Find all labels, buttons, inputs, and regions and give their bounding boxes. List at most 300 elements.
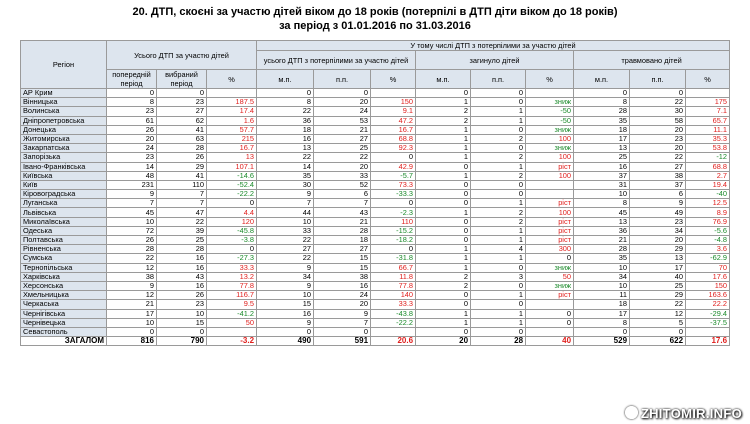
a-pp-cell: 9 bbox=[314, 309, 371, 318]
i-pct-cell bbox=[686, 89, 730, 98]
k-pct-cell: 0 bbox=[526, 309, 574, 318]
total-row bbox=[21, 337, 730, 346]
a-mp-cell: 30 bbox=[257, 180, 314, 189]
table-subtitle: за період з 01.01.2016 по 31.03.2016 bbox=[279, 20, 471, 32]
header-pct: % bbox=[371, 70, 416, 89]
header-sub-injured: травмовано дітей bbox=[574, 51, 730, 70]
region-cell: Тернопільська bbox=[21, 263, 107, 272]
table-row bbox=[21, 272, 730, 281]
sel-cell: 62 bbox=[157, 116, 207, 125]
k-pct-cell: 100 bbox=[526, 208, 574, 217]
a-pct-cell: -15.2 bbox=[371, 226, 416, 235]
a-mp-cell: 9 bbox=[257, 263, 314, 272]
i-pp-cell: 23 bbox=[630, 134, 686, 143]
table-row bbox=[21, 217, 730, 226]
table-row bbox=[21, 291, 730, 300]
pct-cell: 16.7 bbox=[207, 144, 257, 153]
pct-cell: 9.5 bbox=[207, 300, 257, 309]
k-pp-cell: 1 bbox=[471, 236, 526, 245]
prev-cell: 17 bbox=[107, 309, 157, 318]
a-mp-cell: 18 bbox=[257, 125, 314, 134]
i-mp-cell: 8 bbox=[574, 98, 630, 107]
a-pct-cell: 0 bbox=[371, 153, 416, 162]
i-pct-cell: -37.5 bbox=[686, 318, 730, 327]
a-pp-cell: 43 bbox=[314, 208, 371, 217]
sel-cell: 16 bbox=[157, 281, 207, 290]
sel-cell: 47 bbox=[157, 208, 207, 217]
prev-cell: 26 bbox=[107, 236, 157, 245]
a-pct-cell: 68.8 bbox=[371, 134, 416, 143]
a-pp-cell: 15 bbox=[314, 254, 371, 263]
k-pp-cell: 0 bbox=[471, 144, 526, 153]
i-pp-cell: 0 bbox=[630, 327, 686, 336]
i-pct-cell: 2.7 bbox=[686, 171, 730, 180]
table-row bbox=[21, 190, 730, 199]
a-mp-cell: 9 bbox=[257, 318, 314, 327]
i-pp-cell: 23 bbox=[630, 217, 686, 226]
i-mp-cell: 529 bbox=[574, 337, 630, 346]
i-pct-cell: -4.8 bbox=[686, 236, 730, 245]
a-pct-cell: 77.8 bbox=[371, 281, 416, 290]
a-mp-cell: 22 bbox=[257, 236, 314, 245]
header-sel: вибраний період bbox=[157, 70, 207, 89]
k-mp-cell: 1 bbox=[416, 245, 471, 254]
prev-cell: 61 bbox=[107, 116, 157, 125]
sel-cell: 43 bbox=[157, 272, 207, 281]
region-cell: Чернігівська bbox=[21, 309, 107, 318]
i-pp-cell: 20 bbox=[630, 125, 686, 134]
a-pct-cell: 140 bbox=[371, 291, 416, 300]
k-pct-cell: зниж bbox=[526, 125, 574, 134]
k-pct-cell bbox=[526, 300, 574, 309]
i-mp-cell: 21 bbox=[574, 236, 630, 245]
k-pct-cell: зниж bbox=[526, 281, 574, 290]
a-pp-cell: 24 bbox=[314, 107, 371, 116]
k-pp-cell: 0 bbox=[471, 89, 526, 98]
a-pct-cell: 11.8 bbox=[371, 272, 416, 281]
pct-cell bbox=[207, 327, 257, 336]
a-pct-cell: -43.8 bbox=[371, 309, 416, 318]
a-pp-cell: 20 bbox=[314, 300, 371, 309]
i-pct-cell: 53.8 bbox=[686, 144, 730, 153]
k-pct-cell: зниж bbox=[526, 144, 574, 153]
i-pp-cell: 38 bbox=[630, 171, 686, 180]
i-pp-cell: 40 bbox=[630, 272, 686, 281]
k-pct-cell: 100 bbox=[526, 171, 574, 180]
a-pct-cell: 150 bbox=[371, 98, 416, 107]
region-cell: Севастополь bbox=[21, 327, 107, 336]
a-mp-cell: 34 bbox=[257, 272, 314, 281]
table-row bbox=[21, 309, 730, 318]
i-pct-cell: 17.6 bbox=[686, 337, 730, 346]
i-mp-cell: 13 bbox=[574, 144, 630, 153]
k-pp-cell: 0 bbox=[471, 281, 526, 290]
i-pp-cell: 0 bbox=[630, 89, 686, 98]
k-mp-cell: 2 bbox=[416, 272, 471, 281]
a-pp-cell: 20 bbox=[314, 98, 371, 107]
table-row bbox=[21, 281, 730, 290]
a-pp-cell: 28 bbox=[314, 226, 371, 235]
a-mp-cell: 27 bbox=[257, 245, 314, 254]
header-pct: % bbox=[686, 70, 730, 89]
k-pct-cell: 300 bbox=[526, 245, 574, 254]
pct-cell: -52.4 bbox=[207, 180, 257, 189]
a-mp-cell: 15 bbox=[257, 300, 314, 309]
i-mp-cell: 36 bbox=[574, 226, 630, 235]
k-pct-cell: ріст bbox=[526, 226, 574, 235]
prev-cell: 10 bbox=[107, 217, 157, 226]
a-pct-cell: 0 bbox=[371, 245, 416, 254]
sel-cell: 10 bbox=[157, 309, 207, 318]
table-row bbox=[21, 254, 730, 263]
i-mp-cell: 37 bbox=[574, 171, 630, 180]
i-pct-cell: 8.9 bbox=[686, 208, 730, 217]
table-row bbox=[21, 300, 730, 309]
i-pp-cell: 29 bbox=[630, 291, 686, 300]
table-row bbox=[21, 125, 730, 134]
watermark bbox=[625, 406, 742, 421]
k-mp-cell: 0 bbox=[416, 180, 471, 189]
k-pct-cell: -50 bbox=[526, 107, 574, 116]
k-pp-cell: 2 bbox=[471, 208, 526, 217]
i-pct-cell: 19.4 bbox=[686, 180, 730, 189]
k-pct-cell bbox=[526, 89, 574, 98]
table-row bbox=[21, 199, 730, 208]
i-pct-cell: 11.1 bbox=[686, 125, 730, 134]
header-sub-all: усього ДТП з потерпілими за участю дітей bbox=[257, 51, 416, 70]
i-pct-cell: -40 bbox=[686, 190, 730, 199]
k-pp-cell: 28 bbox=[471, 337, 526, 346]
table-row bbox=[21, 134, 730, 143]
a-pct-cell: -33.3 bbox=[371, 190, 416, 199]
k-mp-cell: 0 bbox=[416, 190, 471, 199]
table-row bbox=[21, 171, 730, 180]
k-mp-cell: 0 bbox=[416, 236, 471, 245]
sel-cell: 15 bbox=[157, 318, 207, 327]
i-mp-cell: 45 bbox=[574, 208, 630, 217]
k-pct-cell: 100 bbox=[526, 153, 574, 162]
i-pp-cell: 5 bbox=[630, 318, 686, 327]
k-pp-cell: 0 bbox=[471, 125, 526, 134]
region-cell: Запорізька bbox=[21, 153, 107, 162]
prev-cell: 9 bbox=[107, 190, 157, 199]
a-pct-cell: -5.7 bbox=[371, 171, 416, 180]
k-mp-cell: 1 bbox=[416, 254, 471, 263]
i-pp-cell: 622 bbox=[630, 337, 686, 346]
accidents-table bbox=[20, 40, 730, 346]
table-row bbox=[21, 107, 730, 116]
pct-cell: 187.5 bbox=[207, 98, 257, 107]
k-pct-cell: 100 bbox=[526, 134, 574, 143]
prev-cell: 0 bbox=[107, 327, 157, 336]
prev-cell: 23 bbox=[107, 153, 157, 162]
k-pp-cell: 1 bbox=[471, 199, 526, 208]
pct-cell: -3.8 bbox=[207, 236, 257, 245]
i-pp-cell: 58 bbox=[630, 116, 686, 125]
k-pp-cell: 1 bbox=[471, 116, 526, 125]
i-pct-cell: -62.9 bbox=[686, 254, 730, 263]
prev-cell: 26 bbox=[107, 125, 157, 134]
i-pp-cell: 29 bbox=[630, 245, 686, 254]
sel-cell: 23 bbox=[157, 300, 207, 309]
pct-cell: 107.1 bbox=[207, 162, 257, 171]
pct-cell: 50 bbox=[207, 318, 257, 327]
k-mp-cell: 1 bbox=[416, 208, 471, 217]
region-cell: Волинська bbox=[21, 107, 107, 116]
a-pp-cell: 27 bbox=[314, 245, 371, 254]
k-pp-cell: 0 bbox=[471, 98, 526, 107]
k-mp-cell: 0 bbox=[416, 226, 471, 235]
i-mp-cell: 18 bbox=[574, 300, 630, 309]
prev-cell: 14 bbox=[107, 162, 157, 171]
header-mp: м.п. bbox=[257, 70, 314, 89]
i-pct-cell: 35.3 bbox=[686, 134, 730, 143]
k-pp-cell: 0 bbox=[471, 180, 526, 189]
table-row bbox=[21, 318, 730, 327]
a-pct-cell: -22.2 bbox=[371, 318, 416, 327]
k-pp-cell: 0 bbox=[471, 263, 526, 272]
sel-cell: 28 bbox=[157, 245, 207, 254]
a-pp-cell: 27 bbox=[314, 134, 371, 143]
i-pct-cell: 175 bbox=[686, 98, 730, 107]
sel-cell: 26 bbox=[157, 291, 207, 300]
table-row bbox=[21, 116, 730, 125]
sel-cell: 41 bbox=[157, 171, 207, 180]
a-mp-cell: 10 bbox=[257, 291, 314, 300]
region-cell: Херсонська bbox=[21, 281, 107, 290]
k-pp-cell: 0 bbox=[471, 190, 526, 199]
i-pp-cell: 22 bbox=[630, 300, 686, 309]
i-pct-cell: 76.9 bbox=[686, 217, 730, 226]
k-pp-cell: 1 bbox=[471, 291, 526, 300]
k-mp-cell: 1 bbox=[416, 144, 471, 153]
region-cell: Чернівецька bbox=[21, 318, 107, 327]
a-mp-cell: 490 bbox=[257, 337, 314, 346]
i-pp-cell: 6 bbox=[630, 190, 686, 199]
table-row bbox=[21, 226, 730, 235]
i-pp-cell: 27 bbox=[630, 162, 686, 171]
a-pp-cell: 21 bbox=[314, 125, 371, 134]
i-mp-cell: 17 bbox=[574, 134, 630, 143]
k-pct-cell: ріст bbox=[526, 162, 574, 171]
a-pct-cell: -31.8 bbox=[371, 254, 416, 263]
prev-cell: 48 bbox=[107, 171, 157, 180]
table-row bbox=[21, 89, 730, 98]
k-pp-cell: 2 bbox=[471, 171, 526, 180]
a-mp-cell: 10 bbox=[257, 217, 314, 226]
sel-cell: 0 bbox=[157, 327, 207, 336]
watermark-icon bbox=[625, 406, 638, 419]
a-mp-cell: 44 bbox=[257, 208, 314, 217]
a-pct-cell: 0 bbox=[371, 199, 416, 208]
pct-cell: -27.3 bbox=[207, 254, 257, 263]
region-cell: Рівненська bbox=[21, 245, 107, 254]
pct-cell: 120 bbox=[207, 217, 257, 226]
i-pp-cell: 49 bbox=[630, 208, 686, 217]
i-pp-cell: 20 bbox=[630, 144, 686, 153]
a-pct-cell: 20.6 bbox=[371, 337, 416, 346]
k-pp-cell: 1 bbox=[471, 226, 526, 235]
region-cell: Хмельницька bbox=[21, 291, 107, 300]
a-pct-cell: 42.9 bbox=[371, 162, 416, 171]
i-mp-cell: 0 bbox=[574, 89, 630, 98]
k-mp-cell: 0 bbox=[416, 199, 471, 208]
region-cell: Київ bbox=[21, 180, 107, 189]
i-pct-cell: 12.5 bbox=[686, 199, 730, 208]
i-pp-cell: 22 bbox=[630, 98, 686, 107]
k-pct-cell bbox=[526, 180, 574, 189]
pct-cell: 13.2 bbox=[207, 272, 257, 281]
sel-cell: 29 bbox=[157, 162, 207, 171]
table-row bbox=[21, 245, 730, 254]
i-pp-cell: 30 bbox=[630, 107, 686, 116]
prev-cell: 12 bbox=[107, 263, 157, 272]
a-pp-cell: 25 bbox=[314, 144, 371, 153]
header-pct: % bbox=[207, 70, 257, 89]
sel-cell: 22 bbox=[157, 217, 207, 226]
a-pp-cell: 16 bbox=[314, 281, 371, 290]
prev-cell: 816 bbox=[107, 337, 157, 346]
pct-cell: -41.2 bbox=[207, 309, 257, 318]
region-cell: ЗАГАЛОМ bbox=[21, 337, 107, 346]
sel-cell: 26 bbox=[157, 153, 207, 162]
i-pct-cell: 3.6 bbox=[686, 245, 730, 254]
k-pct-cell bbox=[526, 327, 574, 336]
header-pp: п.п. bbox=[471, 70, 526, 89]
i-mp-cell: 34 bbox=[574, 272, 630, 281]
a-pct-cell: 16.7 bbox=[371, 125, 416, 134]
i-mp-cell: 31 bbox=[574, 180, 630, 189]
a-pct-cell: -18.2 bbox=[371, 236, 416, 245]
k-pct-cell: ріст bbox=[526, 291, 574, 300]
i-mp-cell: 10 bbox=[574, 190, 630, 199]
a-pp-cell: 33 bbox=[314, 171, 371, 180]
region-cell: Київська bbox=[21, 171, 107, 180]
k-mp-cell: 1 bbox=[416, 309, 471, 318]
i-pct-cell: -29.4 bbox=[686, 309, 730, 318]
a-mp-cell: 0 bbox=[257, 327, 314, 336]
sel-cell: 0 bbox=[157, 89, 207, 98]
region-cell: Дніпропетровська bbox=[21, 116, 107, 125]
a-pct-cell: -2.3 bbox=[371, 208, 416, 217]
i-pp-cell: 25 bbox=[630, 281, 686, 290]
pct-cell: 57.7 bbox=[207, 125, 257, 134]
prev-cell: 22 bbox=[107, 254, 157, 263]
a-pp-cell: 20 bbox=[314, 162, 371, 171]
k-pp-cell: 2 bbox=[471, 217, 526, 226]
a-mp-cell: 9 bbox=[257, 190, 314, 199]
a-mp-cell: 16 bbox=[257, 134, 314, 143]
i-mp-cell: 18 bbox=[574, 125, 630, 134]
a-pp-cell: 6 bbox=[314, 190, 371, 199]
i-pct-cell: -12 bbox=[686, 153, 730, 162]
a-pct-cell: 47.2 bbox=[371, 116, 416, 125]
region-cell: Сумська bbox=[21, 254, 107, 263]
a-mp-cell: 35 bbox=[257, 171, 314, 180]
k-pct-cell: 40 bbox=[526, 337, 574, 346]
i-mp-cell: 35 bbox=[574, 254, 630, 263]
k-pp-cell: 1 bbox=[471, 309, 526, 318]
pct-cell: 33.3 bbox=[207, 263, 257, 272]
pct-cell bbox=[207, 89, 257, 98]
k-pp-cell: 1 bbox=[471, 107, 526, 116]
a-pct-cell bbox=[371, 89, 416, 98]
header-mp: м.п. bbox=[574, 70, 630, 89]
i-pp-cell: 13 bbox=[630, 254, 686, 263]
region-cell: Львівська bbox=[21, 208, 107, 217]
i-mp-cell: 8 bbox=[574, 318, 630, 327]
a-mp-cell: 0 bbox=[257, 89, 314, 98]
i-mp-cell: 13 bbox=[574, 217, 630, 226]
sel-cell: 110 bbox=[157, 180, 207, 189]
table-row bbox=[21, 236, 730, 245]
prev-cell: 7 bbox=[107, 199, 157, 208]
k-pct-cell bbox=[526, 190, 574, 199]
a-mp-cell: 13 bbox=[257, 144, 314, 153]
table-row bbox=[21, 263, 730, 272]
header-incl-group: У тому числі ДТП з потерпілими за участю дітей bbox=[257, 41, 730, 51]
k-mp-cell: 1 bbox=[416, 125, 471, 134]
prev-cell: 23 bbox=[107, 107, 157, 116]
k-mp-cell: 2 bbox=[416, 107, 471, 116]
region-cell: Полтавська bbox=[21, 236, 107, 245]
pct-cell: -45.8 bbox=[207, 226, 257, 235]
k-pp-cell: 1 bbox=[471, 254, 526, 263]
sel-cell: 790 bbox=[157, 337, 207, 346]
a-pp-cell: 38 bbox=[314, 272, 371, 281]
k-pct-cell: зниж bbox=[526, 98, 574, 107]
sel-cell: 28 bbox=[157, 144, 207, 153]
table-body bbox=[21, 89, 730, 346]
k-pct-cell: ріст bbox=[526, 217, 574, 226]
k-pp-cell: 1 bbox=[471, 318, 526, 327]
k-pct-cell: -50 bbox=[526, 116, 574, 125]
prev-cell: 72 bbox=[107, 226, 157, 235]
region-cell: Вінницька bbox=[21, 98, 107, 107]
a-pp-cell: 7 bbox=[314, 199, 371, 208]
prev-cell: 28 bbox=[107, 245, 157, 254]
region-cell: Кіровоградська bbox=[21, 190, 107, 199]
i-pct-cell: 68.8 bbox=[686, 162, 730, 171]
a-mp-cell: 33 bbox=[257, 226, 314, 235]
prev-cell: 21 bbox=[107, 300, 157, 309]
i-pp-cell: 20 bbox=[630, 236, 686, 245]
i-mp-cell: 17 bbox=[574, 309, 630, 318]
sel-cell: 7 bbox=[157, 190, 207, 199]
prev-cell: 0 bbox=[107, 89, 157, 98]
prev-cell: 10 bbox=[107, 318, 157, 327]
i-pct-cell: 163.6 bbox=[686, 291, 730, 300]
k-mp-cell: 1 bbox=[416, 98, 471, 107]
pct-cell: 13 bbox=[207, 153, 257, 162]
i-mp-cell: 25 bbox=[574, 153, 630, 162]
region-cell: Черкаська bbox=[21, 300, 107, 309]
k-pct-cell: 50 bbox=[526, 272, 574, 281]
k-mp-cell: 1 bbox=[416, 318, 471, 327]
pct-cell: -14.6 bbox=[207, 171, 257, 180]
i-mp-cell: 0 bbox=[574, 327, 630, 336]
a-pp-cell: 53 bbox=[314, 116, 371, 125]
header-pp: п.п. bbox=[314, 70, 371, 89]
a-mp-cell: 9 bbox=[257, 281, 314, 290]
pct-cell: -3.2 bbox=[207, 337, 257, 346]
i-mp-cell: 28 bbox=[574, 107, 630, 116]
region-cell: Харківська bbox=[21, 272, 107, 281]
i-mp-cell: 10 bbox=[574, 281, 630, 290]
k-mp-cell: 2 bbox=[416, 281, 471, 290]
watermark-text: ZHITOMIR.INFO bbox=[640, 406, 742, 421]
pct-cell: 17.4 bbox=[207, 107, 257, 116]
